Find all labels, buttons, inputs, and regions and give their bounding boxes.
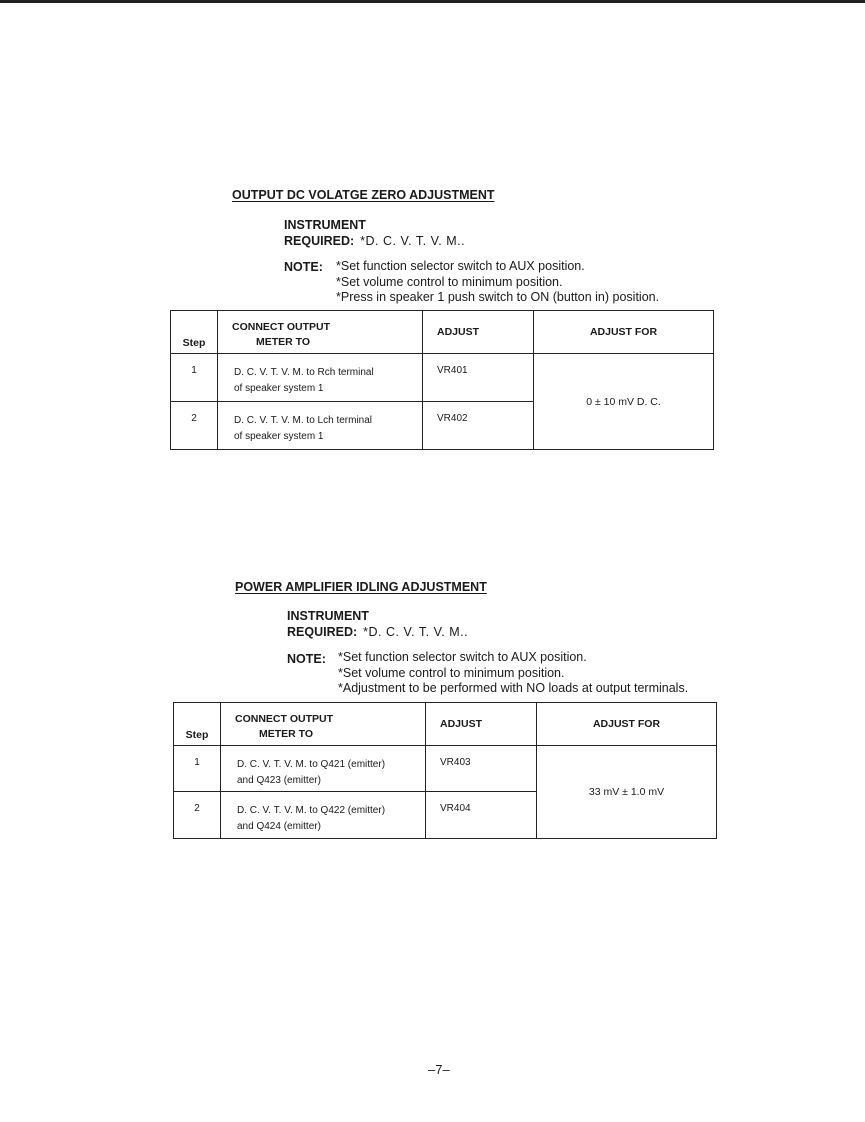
adjust-cell: VR404 xyxy=(426,792,537,839)
adjustment-table xyxy=(173,702,717,839)
header-connect-line2: METER TO xyxy=(259,728,314,740)
header-adjust: ADJUST xyxy=(423,311,534,354)
connect-cell xyxy=(218,402,423,450)
section-title: POWER AMPLIFIER IDLING ADJUSTMENT xyxy=(235,580,487,594)
connect-cell xyxy=(218,354,423,402)
adjustment-table xyxy=(170,310,714,450)
header-connect-line1: CONNECT OUTPUT xyxy=(232,321,330,333)
step-number: 2 xyxy=(171,402,218,450)
adjust-for-value: 33 mV ± 1.0 mV xyxy=(537,746,717,839)
instrument-required xyxy=(284,217,465,249)
note-list xyxy=(338,650,688,697)
instrument-label: INSTRUMENT xyxy=(287,609,369,623)
note-item: *Set volume control to minimum position. xyxy=(336,274,563,289)
step-number: 1 xyxy=(174,746,221,792)
header-adjust-for: ADJUST FOR xyxy=(537,703,717,746)
instrument-required xyxy=(287,608,468,640)
required-label: REQUIRED: xyxy=(284,234,355,248)
header-connect-output xyxy=(218,311,423,354)
note-item: *Press in speaker 1 push switch to ON (button in) position. xyxy=(336,290,660,304)
table-row xyxy=(171,354,714,402)
instrument-value: *D. C. V. T. V. M.. xyxy=(360,234,466,248)
connect-line1: D. C. V. T. V. M. to Q422 (emitter) xyxy=(237,805,386,816)
note-list xyxy=(336,259,659,306)
note-item: *Set volume control to minimum position. xyxy=(338,665,565,680)
step-number: 2 xyxy=(174,792,221,839)
header-adjust: ADJUST xyxy=(426,703,537,746)
header-step: Step xyxy=(174,703,221,746)
step-number: 1 xyxy=(171,354,218,402)
connect-line1: D. C. V. T. V. M. to Rch terminal xyxy=(234,367,374,378)
connect-line2: of speaker system 1 xyxy=(234,431,324,442)
adjust-cell: VR402 xyxy=(423,402,534,450)
table-row xyxy=(174,746,717,792)
note-item: *Adjustment to be performed with NO loads at output terminals. xyxy=(338,681,689,695)
connect-line2: and Q423 (emitter) xyxy=(237,775,321,786)
note-label: NOTE: xyxy=(287,652,326,666)
connect-line2: of speaker system 1 xyxy=(234,383,324,394)
note-item: *Set function selector switch to AUX position. xyxy=(336,259,585,273)
table-header-row xyxy=(171,311,714,354)
header-adjust-for: ADJUST FOR xyxy=(534,311,714,354)
connect-line1: D. C. V. T. V. M. to Q421 (emitter) xyxy=(237,759,386,770)
connect-cell xyxy=(221,746,426,792)
connect-cell xyxy=(221,792,426,839)
required-label: REQUIRED: xyxy=(287,625,358,639)
header-connect-line1: CONNECT OUTPUT xyxy=(235,713,333,725)
adjust-cell: VR401 xyxy=(423,354,534,402)
adjust-cell: VR403 xyxy=(426,746,537,792)
header-connect-line2: METER TO xyxy=(256,336,311,348)
page-number: –7– xyxy=(428,1062,450,1077)
instrument-label: INSTRUMENT xyxy=(284,218,366,232)
adjust-for-value: 0 ± 10 mV D. C. xyxy=(534,354,714,450)
header-connect-output xyxy=(221,703,426,746)
connect-line2: and Q424 (emitter) xyxy=(237,821,321,832)
instrument-value: *D. C. V. T. V. M.. xyxy=(363,625,469,639)
connect-line1: D. C. V. T. V. M. to Lch terminal xyxy=(234,415,373,426)
scan-top-edge xyxy=(0,0,865,3)
note-label: NOTE: xyxy=(284,260,323,274)
table-header-row xyxy=(174,703,717,746)
note-item: *Set function selector switch to AUX position. xyxy=(338,650,587,664)
header-step: Step xyxy=(171,311,218,354)
section-title: OUTPUT DC VOLATGE ZERO ADJUSTMENT xyxy=(232,188,495,202)
